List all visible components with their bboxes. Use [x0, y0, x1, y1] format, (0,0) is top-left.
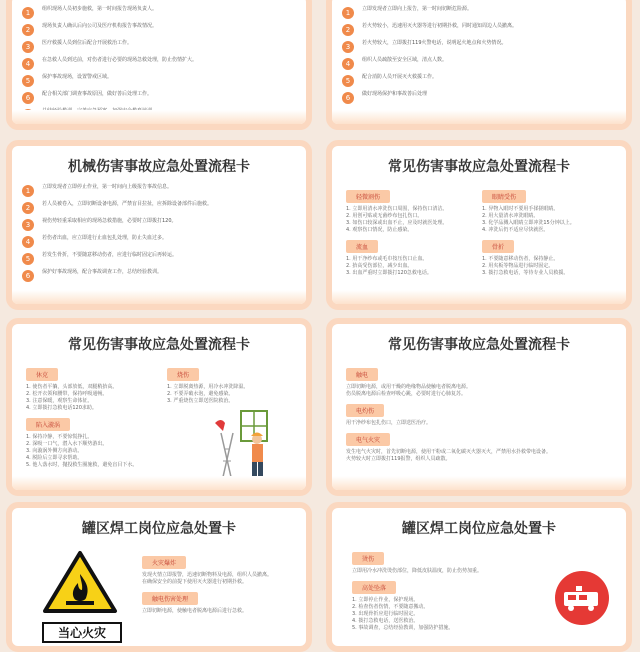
slide-top-right: [326, 0, 632, 130]
section-tag: 骨折: [482, 240, 514, 253]
list-item: 5 配合消防人员开展灭火救援工作。: [342, 74, 616, 87]
list-item: 1 组织现场人员初步施救，第一时间报告现场负责人。: [22, 6, 296, 19]
slide-common-injury-1: [326, 140, 632, 310]
slide-common-injury-3: [326, 318, 632, 496]
section-text: 发生电气火灾时，首先切断电源，使用干粉或二氧化碳灭火器灭火，严禁用水扑救带电设备。 火势较大时立即拨打119报警，组织人员疏散。: [346, 449, 552, 462]
slide-title: 罐区焊工岗位应急处置卡: [82, 521, 236, 537]
list-item: 2 若人员被卷入，立即切断设备电源，严禁盲目拉扯，应拆除设备部件后施救。: [22, 201, 296, 214]
section-text: 立即用冷水冲洗烫伤部位，降低皮肤温度，防止伤势加重。: [352, 568, 483, 574]
section-text: 1. 使伤者平躺，头部放低，双腿稍抬高。 2. 松开衣领和腰带，保持呼吸通畅。 3. 注意保暖，观察生命体征。 4. 立即拨打急救电话120求助。: [26, 384, 118, 411]
section-tag: 电灼伤: [346, 404, 384, 417]
section-tag: 火灾爆炸: [142, 556, 186, 569]
list-item: 1 立即发现者立即停止作业，第一时间向上级报告事故信息。: [22, 184, 296, 197]
section-text: 1. 用干净纱布或毛巾按压伤口止血。 2. 抬高受伤部位，减少出血。 3. 出血严重时立即拨打120急救电话。: [346, 256, 432, 276]
slide-title: 罐区焊工岗位应急处置卡: [402, 521, 556, 537]
section-text: 立即切断电源，或用干燥的绝缘物品使触电者脱离电源。 伤员脱离电源后检查呼吸心跳，必要时进行心肺复苏。: [346, 384, 472, 397]
section-text: 1. 保持冷静，不要惊慌挣扎。 2. 深吸一口气，潜入水下顺势游出。 3. 向漩涡外侧方向游动。 4. 脱险后立即寻求帮助。 5. 他人落水时，抛投救生圈施救，避免盲目下水。: [26, 434, 138, 468]
list-item: 3 视伤势轻重采取相应的现场急救措施，必要时立即拨打120。: [22, 218, 296, 231]
slide-title: 机械伤害事故应急处置流程卡: [68, 159, 250, 175]
flammable-warning-icon: [42, 550, 118, 614]
list-item: 2 若火势较小，迅速用灭火器等进行初期扑救，同时通知周边人员撤离。: [342, 23, 616, 36]
list-item: 1 立即发现者立即向上报告，第一时间切断危险源。: [342, 6, 616, 19]
list-item: 3 若火势较大，立即拨打119火警电话，说明起火地点和火势情况。: [342, 40, 616, 53]
section-text: 1. 立即用清水冲洗伤口周围，保持伤口清洁。 2. 用创可贴或无菌纱布包扎伤口。 3. 如伤口较深或出血不止，应及时就医处理。 4. 观察伤口情况，防止感染。: [346, 206, 448, 233]
section-text: 1. 立即停止作业，保护现场。 2. 检查伤者伤情，不要随意搬动。 3. 出现骨折应进行临时固定。 4. 拨打急救电话，送医救治。 5. 事故调查，总结经验教训，加强防护措施。: [352, 597, 454, 631]
slide-welder-2: [326, 502, 632, 652]
section-tag: 电气火灾: [346, 433, 390, 446]
section-tag: 休克: [26, 368, 58, 381]
section-tag: 流血: [346, 240, 378, 253]
section-text: 1. 异物入眼时不要用手揉搓眼睛。 2. 用大量清水冲洗眼睛。 3. 化学品溅入眼睛立即冲洗15分钟以上。 4. 冲洗后仍不适应尽快就医。: [482, 206, 575, 233]
section-text: 1. 立即脱离热源，用冷水冲洗降温。 2. 不要弄破水泡，避免感染。 3. 严重烧伤立即送医院救治。: [167, 384, 249, 404]
numbered-list: [22, 6, 296, 121]
left-column: [346, 184, 476, 277]
slide-title: 常见伤害事故应急处置流程卡: [68, 337, 250, 353]
list-item: 2 现场负责人确认后向公司及医疗机构报告事故情况。: [22, 23, 296, 36]
right-column: [142, 550, 292, 615]
section-text: 发现火情立即报警，迅速切断物料及电源，组织人员撤离。 在确保安全的前提下使用灭火器进行初期扑救。: [142, 572, 273, 585]
list-item: 4 若伤者出血，应立即进行止血包扎处理，防止失血过多。: [22, 235, 296, 248]
slide-mechanical-injury: [6, 140, 312, 310]
content: [346, 362, 612, 463]
right-column: [482, 184, 617, 277]
list-item: 6 配合相关部门调查事故原因，做好善后处理工作。: [22, 91, 296, 104]
numbered-list: [22, 184, 296, 282]
section-tag: 烫伤: [352, 552, 384, 565]
section-tag: 陷入漩涡: [26, 418, 70, 431]
fire-truck-icon: [554, 570, 610, 626]
worker-illustration: [207, 409, 287, 479]
slide-common-injury-2: [6, 318, 312, 496]
section-tag: 烧伤: [167, 368, 199, 381]
list-item: 6 做好现场保护和事故善后处理: [342, 91, 616, 104]
slide-title: 常见伤害事故应急处置流程卡: [388, 337, 570, 353]
list-item: 4 组织人员疏散至安全区域，清点人数。: [342, 57, 616, 70]
content: [352, 546, 552, 632]
numbered-list: [342, 6, 616, 104]
list-item: 5 保护事故现场，设置警戒区域。: [22, 74, 296, 87]
right-column: [167, 362, 297, 483]
slide-top-left: [6, 0, 312, 130]
section-tag: 触电: [346, 368, 378, 381]
section-tag: 眼睛受伤: [482, 190, 526, 203]
left-column: [26, 362, 156, 469]
fire-warning-sign: [42, 550, 122, 643]
list-item: 6 保护好事故现场，配合事故调查工作，总结经验教训。: [22, 269, 296, 282]
list-item: 4 在急救人员到达前，对伤者进行必要的现场急救处理，防止伤情扩大。: [22, 57, 296, 70]
section-tag: 高处坠落: [352, 581, 396, 594]
section-text: 立即切断电源，使触电者脱离电源后进行急救。: [142, 608, 248, 614]
slide-title: 常见伤害事故应急处置流程卡: [388, 159, 570, 175]
warning-sign-text: 当心火灾: [42, 622, 122, 643]
section-tag: 触电伤害处理: [142, 592, 198, 605]
section-tag: 轻微割伤: [346, 190, 390, 203]
section-text: 1. 不要随意移动伤者，保持静止。 2. 用夹板等物品进行临时固定。 3. 拨打急救电话，等待专业人员救援。: [482, 256, 569, 276]
slide-welder-1: [6, 502, 312, 652]
list-item: 5 若发生骨折，不要随意移动伤者，应进行临时固定后再转运。: [22, 252, 296, 265]
list-item: 3 医疗救援人员到位后配合开展救治工作。: [22, 40, 296, 53]
section-text: 用干净纱布包扎伤口，立即送医治疗。: [346, 420, 432, 426]
